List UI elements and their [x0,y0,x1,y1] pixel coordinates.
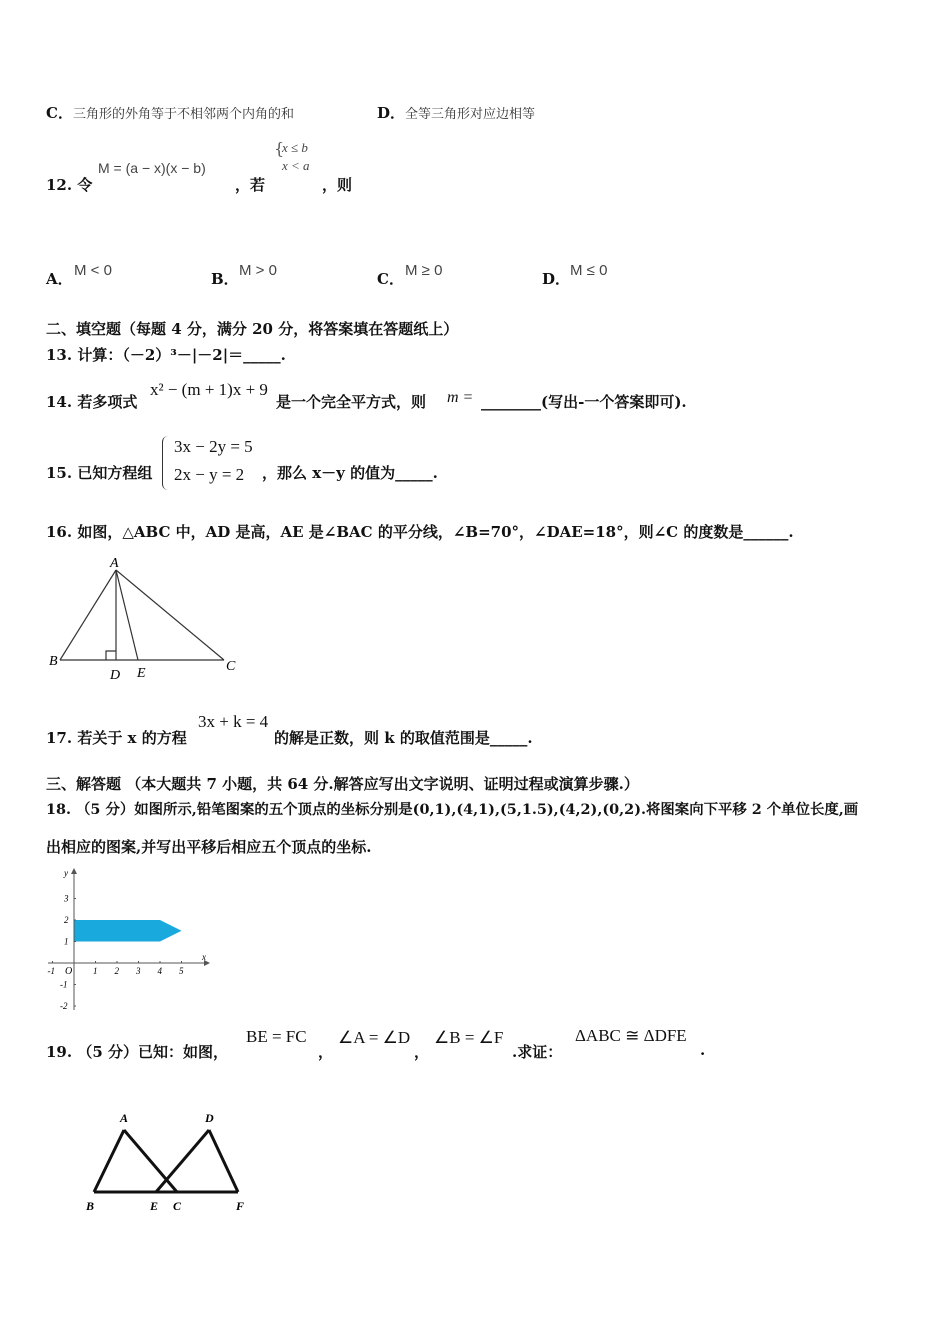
q18-line-1: 18. （5 分）如图所示,铅笔图案的五个顶点的坐标分别是(0,1),(4,1),(5,1.5),(4,2),(0,2).将图案向下平移 2 个单位长度,画 [46,801,859,818]
q19-end: . [700,1041,706,1059]
q18-line-2: 出相应的图案,并写出平移后相应五个顶点的坐标. [46,838,372,856]
x-tick-label: 2 [114,966,119,976]
option-text: 全等三角形对应边相等 [405,107,536,122]
y-axis-label: y [64,868,68,878]
vertex-d-label: D [205,1111,214,1125]
q17-post: 的解是正数，则 k 的取值范围是_____. [274,729,533,747]
y-tick-label: -2 [60,1001,68,1011]
q11-option-c [46,102,294,123]
x-tick-label: 3 [136,966,141,976]
q16-text: 16. 如图，△ABC 中，AD 是高，AE 是∠BAC 的平分线，∠B=70°，∠DAE=18°，则∠C 的度数是______. [46,523,794,541]
q12-number: 12. 令 [46,176,93,194]
y-tick-label: 3 [64,893,69,904]
y-tick-label: -1 [60,979,68,990]
q12-option-c-label: C． [377,270,404,288]
q15-equation-2: 2x − y = 2 [174,465,245,484]
vertex-b-label: B [49,654,58,669]
q19-comma-2: ， [414,1043,430,1061]
q15-system-brace [162,436,171,490]
pencil-shape [74,920,182,942]
q12-mid-text: ，若 [235,176,266,194]
y-tick-label: 2 [64,915,69,925]
vertex-c-label: C [226,659,236,674]
section3-heading: 三、解答题 （本大题共 7 小题，共 64 分.解答应写出文字说明、证明过程或演算步骤.） [46,775,639,793]
origin-label: O [65,966,73,977]
section2-heading: 二、填空题（每题 4 分，满分 20 分，将答案填在答题纸上） [46,320,459,338]
q12-formula: M = (a − x)(x − b) [98,160,206,176]
q14-post: ________(写出-一个答案即可). [481,393,687,411]
vertex-f-label: F [236,1199,245,1213]
q12-option-d-label: D． [542,270,571,288]
x-tick-label: -1 [47,966,55,976]
q14-m-equals: m = [447,389,474,406]
q12-option-c-value: M ≥ 0 [405,262,443,279]
q16-triangle-figure [46,552,246,684]
q19-triangles-figure [80,1104,260,1216]
point-e-label: E [150,1199,159,1213]
q19-prove-label: .求证： [512,1043,563,1061]
q12-option-d-value: M ≤ 0 [570,262,608,279]
q19-goal: ΔABC ≅ ΔDFE [575,1026,687,1045]
q12-condition-brace: { [274,139,285,158]
q19-condition-3: ∠B = ∠F [434,1028,504,1047]
vertex-b-label: B [86,1199,95,1213]
q14-formula: x² − (m + 1)x + 9 [150,380,268,399]
q19-condition-2: ∠A = ∠D [338,1028,411,1047]
q12-condition-bottom: x < a [282,158,310,173]
vertex-a-label: A [120,1111,129,1125]
y-axis-arrow [71,868,77,874]
q12-option-b-value: M > 0 [239,262,277,279]
x-tick-label: 5 [179,966,184,976]
x-tick-label: 4 [157,966,162,976]
q12-option-a-label: A． [46,270,73,288]
point-d-label: D [110,668,121,683]
q12-option-a-value: M < 0 [74,262,112,279]
q14-pre: 14. 若多项式 [46,393,138,411]
q12-end-text: ，则 [322,176,353,194]
point-c-label: C [173,1199,182,1213]
q15-post: ，那么 x－y 的值为_____. [262,464,438,482]
q19-comma-1: ， [318,1043,334,1061]
q14-mid: 是一个完全平方式，则 [276,393,427,411]
option-label: D． [377,104,406,122]
q18-coordinate-plane [44,866,216,1016]
y-tick-label: 1 [64,936,69,947]
q19-pre: 19. （5 分）已知：如图， [46,1043,228,1061]
x-axis-label: x [202,952,206,962]
q12-option-b-label: B． [211,270,239,288]
q15-equation-1: 3x − 2y = 5 [174,437,253,456]
vertex-a-label: A [110,556,119,571]
option-text: 三角形的外角等于不相邻两个内角的和 [72,107,294,122]
q19-condition-1: BE = FC [246,1027,307,1046]
q11-option-d [377,102,535,123]
q17-pre: 17. 若关于 x 的方程 [46,729,187,747]
q12-condition-top: x ≤ b [282,140,308,155]
q17-formula: 3x + k = 4 [198,712,269,731]
option-label: C． [46,104,73,122]
x-tick-label: 1 [93,966,98,976]
point-e-label: E [137,666,146,681]
q13-text: 13. 计算：（－2）³－|－2|＝_____. [46,346,286,364]
q15-pre: 15. 已知方程组 [46,464,153,482]
